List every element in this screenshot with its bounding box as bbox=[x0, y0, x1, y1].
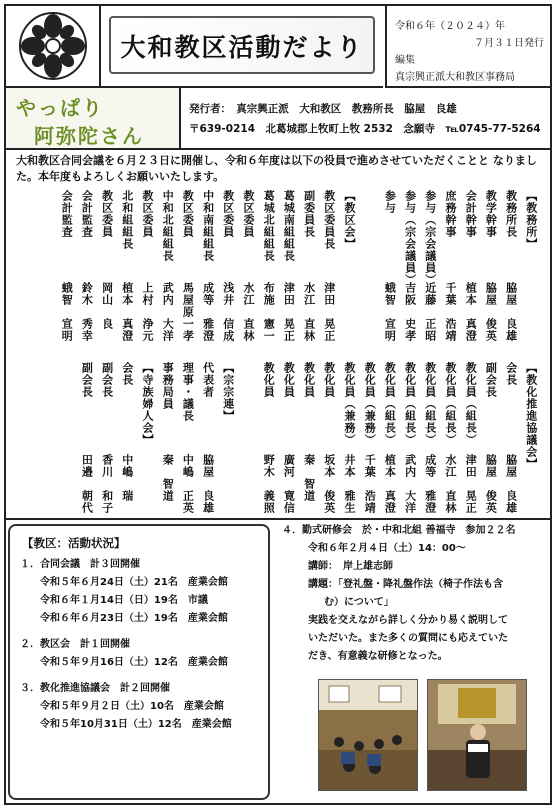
officer-name: 近藤 正昭 bbox=[423, 282, 437, 342]
officer-role: 教区委員 bbox=[242, 190, 255, 238]
officer-name: 脇屋 俊英 bbox=[484, 282, 498, 342]
officer-role: 教務所長 bbox=[504, 190, 518, 238]
officer-role: 北和組組長 bbox=[120, 190, 134, 250]
officer-name: 中嶋 瑞 bbox=[120, 454, 134, 502]
officer-role: 教化員（組長） bbox=[383, 362, 397, 446]
activity-item: 令和５年10月31日（土）12名 産業会館 bbox=[40, 719, 232, 730]
officer-role: 【寺族婦人会】 bbox=[141, 362, 154, 446]
officer-role: 会長 bbox=[120, 362, 134, 386]
section-divider bbox=[6, 518, 552, 520]
officer-name: 津田 晃正 bbox=[464, 454, 478, 514]
officer-role: 教区委員 bbox=[141, 190, 154, 238]
issue-date: ７月３１日発行 bbox=[474, 38, 544, 49]
officer-role: 教化員 bbox=[322, 362, 336, 398]
officer-roster bbox=[22, 190, 544, 514]
officer-role: 教化員（組長） bbox=[423, 362, 437, 446]
officer-name: 吉阪 史孝 bbox=[403, 282, 417, 342]
editor-label: 編集 bbox=[395, 55, 415, 66]
slogan-line1: やっぱり bbox=[16, 96, 104, 120]
officer-name: 田邉 朝代 bbox=[80, 454, 94, 514]
newsletter-title-box bbox=[101, 6, 383, 88]
publication-year: 令和６年（２０２４）年 bbox=[395, 21, 505, 32]
notice-text: 大和教区合同会議を６月２３日に開催し、令和６年度は以下の役員で進めさせていただくことと なりました。本年度もよろしくお願いいたします。 bbox=[16, 154, 537, 183]
officer-role: 教化員 bbox=[302, 362, 316, 398]
officer-name: 津田 晃正 bbox=[322, 282, 336, 342]
activity-item: 令和５年９月16日（土）12名 産業会館 bbox=[40, 657, 228, 668]
slogan-line2: 阿弥陀さん bbox=[34, 124, 144, 148]
study-title: ４．勤式研修会 於・中和北組 善福寺 参加２２名 bbox=[282, 525, 516, 536]
officer-name: 浅井 信成 bbox=[221, 282, 235, 342]
officer-role: 教化員（兼務） bbox=[343, 362, 356, 446]
officer-name: 水江 直林 bbox=[242, 282, 255, 342]
study-lecturer: 講師： 岸上雄志師 bbox=[308, 561, 393, 572]
officer-name: 津田 晃正 bbox=[282, 282, 296, 342]
officer-name: 千葉 浩靖 bbox=[444, 282, 457, 342]
activity-box bbox=[8, 524, 270, 800]
officer-role: 理事・議長 bbox=[181, 362, 195, 422]
activity-item: 令和５年９月２日（土）10名 産業会館 bbox=[40, 701, 224, 712]
officer-role: 副会長 bbox=[484, 362, 498, 398]
officer-role: 【教区会】 bbox=[343, 190, 356, 250]
officer-role: 参与（宗会議員） bbox=[423, 190, 437, 286]
publisher-label: 発行者： bbox=[189, 103, 226, 115]
officer-role: 代表者 bbox=[201, 362, 215, 398]
officer-role: 参与 bbox=[383, 190, 397, 214]
study-topic-2: む）について」 bbox=[324, 597, 394, 608]
officer-name: 脇屋 良雄 bbox=[504, 282, 518, 342]
officer-role: 教化員（組長） bbox=[464, 362, 478, 446]
officer-role: 副会長 bbox=[100, 362, 114, 398]
issuer-info bbox=[181, 88, 550, 150]
officer-role: 副会長 bbox=[80, 362, 94, 398]
officer-name: 千葉 浩靖 bbox=[363, 454, 377, 514]
officer-name: 武内 大洋 bbox=[161, 282, 175, 342]
officer-name: 成等 雅澄 bbox=[201, 282, 215, 342]
officer-role: 教化員（兼務） bbox=[363, 362, 377, 446]
officer-name: 坂本 俊英 bbox=[322, 454, 336, 514]
officer-role: 【教務所】 bbox=[524, 190, 538, 250]
officer-name: 脇屋 俊英 bbox=[484, 454, 498, 514]
officer-name: 上村 浄元 bbox=[141, 282, 154, 342]
officer-role: 教区委員 bbox=[221, 190, 235, 238]
address: 〒639-0214 北葛城郡上牧町上牧 2532 念願寺 ℡0745-77-5264 bbox=[189, 123, 541, 135]
officer-role: 教化員（組長） bbox=[444, 362, 457, 446]
officer-role: 会計監査 bbox=[60, 190, 74, 238]
officer-name: 植本 真澄 bbox=[464, 282, 478, 342]
officer-role: 教区委員長 bbox=[322, 190, 336, 250]
officer-role: 会計幹事 bbox=[464, 190, 478, 238]
lecturer-photo bbox=[427, 679, 527, 791]
officer-name: 脇屋 良雄 bbox=[504, 454, 518, 514]
activity-heading: 【教区：活動状況】 bbox=[22, 536, 126, 550]
officer-name: 武内 大洋 bbox=[403, 454, 417, 514]
editor-name: 真宗興正派大和教区事務局 bbox=[395, 72, 515, 83]
officer-role: 庶務幹事 bbox=[444, 190, 457, 238]
officer-role: 葛城北組組長 bbox=[262, 190, 276, 262]
officer-name: 岡山 良 bbox=[100, 282, 114, 330]
officer-name: 中嶋 正英 bbox=[181, 454, 195, 514]
activity-section-title: １．合同会議 計３回開催 bbox=[20, 559, 140, 570]
study-body-1: 実践を交えながら詳しく分かり易く説明して bbox=[308, 615, 508, 626]
officer-role: 参与（宗会議員） bbox=[403, 190, 417, 286]
study-topic-1: 講題：「登礼盤・降礼盤作法（椅子作法も含 bbox=[308, 579, 503, 590]
officer-name: 廣河 寛信 bbox=[282, 454, 296, 514]
newsletter-title: 大和教区活動だより bbox=[120, 33, 364, 62]
publication-info bbox=[385, 6, 550, 88]
officer-role: 教化員（組長） bbox=[403, 362, 417, 446]
study-section bbox=[282, 522, 548, 666]
officer-role: 中和南組組長 bbox=[201, 190, 215, 262]
officer-name: 秦 智道 bbox=[161, 454, 175, 502]
officer-name: 成等 雅澄 bbox=[423, 454, 437, 514]
officer-role: 教化員 bbox=[262, 362, 276, 398]
activity-section-title: ２．教区会 計１回開催 bbox=[20, 639, 130, 650]
officer-name: 植本 真澄 bbox=[383, 454, 397, 514]
slogan-box bbox=[6, 88, 181, 150]
seminar-room-photo bbox=[318, 679, 418, 791]
officer-role: 副委員長 bbox=[302, 190, 316, 238]
officer-name: 井本 雅生 bbox=[343, 454, 356, 514]
officer-name: 野木 義照 bbox=[262, 454, 276, 514]
activity-item: 令和６年１月14日（日）19名 市議 bbox=[40, 595, 208, 606]
officer-role: 葛城南組組長 bbox=[282, 190, 296, 262]
officer-role: 教区委員 bbox=[100, 190, 114, 238]
officer-name: 鈴木 秀幸 bbox=[80, 282, 94, 342]
study-body-2: いただいた。また多くの質問にも応えていた bbox=[308, 633, 508, 644]
study-date: 令和６年２月４日（土）14：00～ bbox=[308, 543, 466, 554]
temple-crest bbox=[6, 6, 101, 88]
publisher: 真宗興正派 大和教区 教務所長 脇屋 良雄 bbox=[236, 103, 457, 115]
officer-role: 会長 bbox=[504, 362, 518, 386]
activity-item: 令和５年６月24日（土）21名 産業会館 bbox=[40, 577, 228, 588]
officer-name: 馬屋原一孝 bbox=[181, 282, 195, 342]
study-body-3: だき、有意義な研修となった。 bbox=[308, 651, 448, 662]
officer-name: 脇屋 良雄 bbox=[201, 454, 215, 514]
activity-section-title: ３．教化推進協議会 計２回開催 bbox=[20, 683, 170, 694]
officer-name: 香川 和子 bbox=[100, 454, 114, 514]
officer-name: 蛾智 宣明 bbox=[383, 282, 397, 342]
temple-crest-icon bbox=[15, 10, 91, 82]
officer-role: 【宗宗連】 bbox=[221, 362, 235, 422]
officer-name: 植本 真澄 bbox=[120, 282, 134, 342]
officer-name: 水江 直林 bbox=[302, 282, 316, 342]
officer-role: 教区委員 bbox=[181, 190, 195, 238]
officer-role: 中和北組組長 bbox=[161, 190, 175, 262]
officer-name: 蛾智 宣明 bbox=[60, 282, 74, 342]
officer-name: 水江 直林 bbox=[444, 454, 457, 514]
officer-name: 秦 智道 bbox=[302, 454, 316, 502]
officer-role: 【教化推進協議会】 bbox=[524, 362, 538, 470]
officer-role: 事務局員 bbox=[161, 362, 175, 410]
officer-role: 教学幹事 bbox=[484, 190, 498, 238]
officer-role: 会計監査 bbox=[80, 190, 94, 238]
officer-role: 教化員 bbox=[282, 362, 296, 398]
officer-name: 布施 憲一 bbox=[262, 282, 276, 342]
activity-item: 令和６年６月23日（土）19名 産業会館 bbox=[40, 613, 228, 624]
